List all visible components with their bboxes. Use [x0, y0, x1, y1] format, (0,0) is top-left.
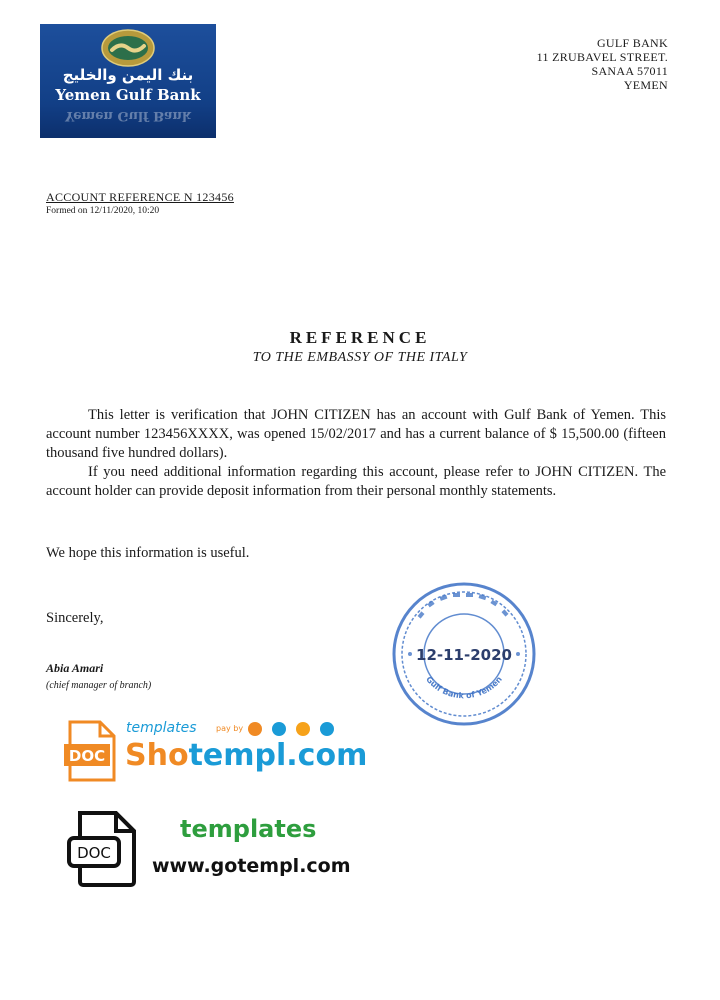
address-line: GULF BANK	[596, 36, 668, 50]
brand-rest: templ.com	[188, 738, 368, 773]
doc-file-outline-icon	[66, 810, 142, 888]
doc-label: DOC	[68, 747, 106, 765]
paypal-icon	[320, 722, 334, 736]
bank-address	[537, 36, 668, 92]
logo-reflection: Yemen Gulf Bank	[65, 108, 191, 123]
sincerely-text: Sincerely,	[46, 610, 104, 626]
body-paragraph: This letter is verification that JOHN CITIZEN has an account with Gulf Bank of Yemen. This account number 123456XXXX, was opened 15/02/2017 and has a current balance of $ 15,500.00 (fifteen thousand five hundred dollars).	[46, 407, 666, 461]
signer-name: Abia Amari	[46, 661, 104, 675]
bitcoin-icon	[296, 722, 310, 736]
account-reference: ACCOUNT REFERENCE N 123456	[46, 190, 234, 204]
reference-title: REFERENCE	[289, 328, 431, 347]
gotempl-url: www.gotempl.com	[152, 855, 351, 877]
logo-english-text: Yemen Gulf Bank	[55, 86, 201, 104]
doc-label-2: DOC	[77, 844, 111, 862]
reference-subtitle: TO THE EMBASSY OF THE ITALY	[252, 350, 468, 365]
stamp-bank-name: Gulf Bank of Yemen	[424, 674, 504, 701]
letter-body	[46, 406, 666, 501]
card-payment-icon	[248, 722, 262, 736]
pay-by-label: pay by	[216, 724, 244, 733]
templates-tagline: templates	[126, 720, 197, 736]
wallet-payment-icon	[272, 722, 286, 736]
address-line: SANAA 57011	[591, 64, 668, 78]
logo-arabic-text: بنك اليمن والخليج	[62, 66, 194, 84]
body-paragraph: If you need additional information regarding this account, please refer to JOHN CITIZEN. The account holder can provide deposit information from their personal monthly statements.	[46, 464, 666, 499]
bank-stamp	[390, 580, 538, 728]
signer-title: (chief manager of branch)	[46, 680, 152, 691]
svg-text:Gulf Bank of Yemen	[424, 675, 504, 701]
brand-sho: Sho	[125, 738, 189, 773]
templates-heading: templates	[180, 815, 317, 843]
address-line: 11 ZRUBAVEL STREET.	[536, 50, 668, 64]
bank-logo	[40, 24, 216, 138]
closing-line: We hope this information is useful.	[46, 545, 250, 561]
formed-on-date: Formed on 12/11/2020, 10:20	[46, 206, 160, 216]
stamp-date: 12-11-2020	[416, 646, 512, 664]
doc-file-icon	[62, 720, 120, 784]
shotempl-brand	[125, 738, 367, 774]
address-line: YEMEN	[623, 78, 668, 92]
handshake-emblem-icon	[98, 28, 158, 68]
